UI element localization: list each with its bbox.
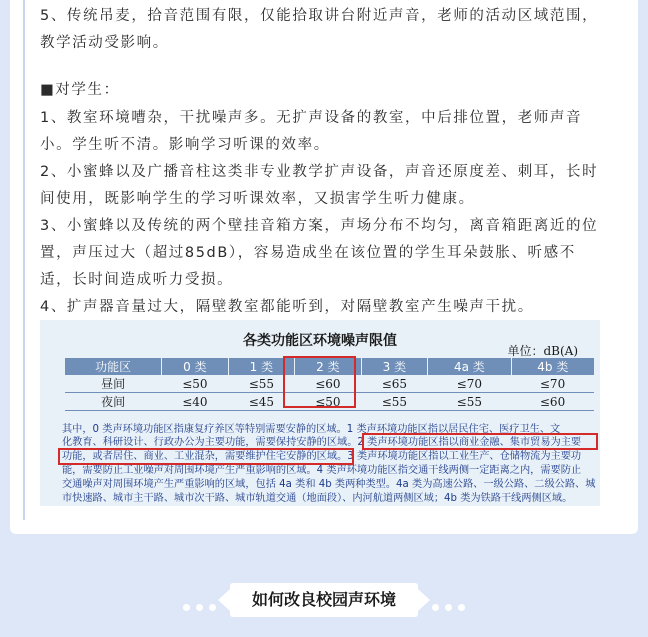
table-cell: ≤55 <box>361 393 427 411</box>
text-line: 2、小蜜蜂以及广播音柱这类非专业教学扩声设备，声音还原度差、刺耳，长时 <box>40 164 599 180</box>
noise-limit-figure <box>40 320 600 506</box>
text-line: 1、教室环境嘈杂，干扰噪声多。无扩声设备的教室，中后排位置，老师声音 <box>40 110 583 126</box>
text-line: 间使用，既影响学生的学习听课效率，又损害学生听力健康。 <box>40 191 475 207</box>
text-line: 3、小蜜蜂以及传统的两个壁挂音箱方案，声场分布不均匀，离音箱距离近的位 <box>40 218 599 234</box>
table-cell: ≤60 <box>511 393 594 411</box>
table-cell: ≤55 <box>428 393 512 411</box>
dot-icon <box>432 604 439 611</box>
section-title: 如何改良校园声环境 <box>251 590 396 609</box>
text-line: 5、传统吊麦，拾音范围有限，仅能拾取讲台附近声音，老师的活动区域范围， <box>40 8 599 24</box>
dot-icon <box>445 604 452 611</box>
dot-icon <box>183 604 190 611</box>
column-header: 3 类 <box>361 358 427 375</box>
note-line: 功能，或者居住、商业、工业混杂，需要维护住宅安静的区域。3 类声环境功能区指以工业生产、仓储物流为主要功 <box>62 451 582 462</box>
column-header: 1 类 <box>228 358 294 375</box>
figure-title: 各类功能区环境噪声限值 <box>243 333 397 349</box>
table-cell: ≤70 <box>428 375 512 393</box>
class2-note-highlight-bottom <box>58 448 354 465</box>
text-line: 适，长时间造成听力受损。 <box>40 272 234 288</box>
note-line: 能，需要防止工业噪声对周围环境产生严重影响的区域。4 类声环境功能区指交通干线两侧一定距离之内，需要防止 <box>62 465 582 476</box>
section-heading <box>0 580 648 620</box>
column-header: 4b 类 <box>511 358 594 375</box>
dot-icon <box>458 604 465 611</box>
row-label: 夜间 <box>65 393 162 411</box>
text-line: 置，声压过大（超过85dB），容易造成坐在该位置的学生耳朵鼓胀、听感不 <box>40 245 576 261</box>
left-accent-rule <box>23 0 25 520</box>
note-line: 其中，0 类声环境功能区指康复疗养区等特别需要安静的区域。1 类声环境功能区指以居民住宅、医疗卫生、文 <box>62 424 561 435</box>
class2-highlight-box <box>283 356 356 408</box>
column-header: 4a 类 <box>428 358 512 375</box>
table-cell: ≤55 <box>228 375 294 393</box>
note-line: 化教育、科研设计、行政办公为主要功能，需要保持安静的区域。2 类声环境功能区指以商业金融、集市贸易为主要 <box>62 437 582 448</box>
note-line: 交通噪声对周围环境产生严重影响的区域，包括 4a 类和 4b 类两种类型。4a 类为高速公路、一级公路、二级公路、城 <box>62 479 596 490</box>
text-line: 4、扩声器音量过大，隔壁教室都能听到，对隔壁教室产生噪声干扰。 <box>40 299 534 315</box>
text-line: ■对学生： <box>40 82 120 98</box>
text-line: 小。学生听不清。影响学习听课的效率。 <box>40 137 330 153</box>
column-header: 0 类 <box>162 358 228 375</box>
column-header: 功能区 <box>65 358 162 375</box>
note-line: 市快速路、城市主干路、城市次干路、城市轨道交通（地面段）、内河航道两侧区域；4b 类为铁路干线两侧区域。 <box>62 493 573 504</box>
table-cell: ≤40 <box>162 393 228 411</box>
table-cell: ≤50 <box>162 375 228 393</box>
table-cell: ≤50 <box>295 393 361 411</box>
table-cell: ≤60 <box>295 375 361 393</box>
table-cell: ≤65 <box>361 375 427 393</box>
figure-unit: 单位：dB(A) <box>507 344 578 358</box>
text-line: 教学活动受影响。 <box>40 35 169 51</box>
row-label: 昼间 <box>65 375 162 393</box>
column-header: 2 类 <box>295 358 361 375</box>
left-arrow-icon <box>218 589 230 611</box>
dot-icon <box>209 604 216 611</box>
class2-note-highlight-top <box>362 433 598 450</box>
right-arrow-icon <box>418 589 430 611</box>
table-cell: ≤45 <box>228 393 294 411</box>
dot-icon <box>196 604 203 611</box>
table-cell: ≤70 <box>511 375 594 393</box>
